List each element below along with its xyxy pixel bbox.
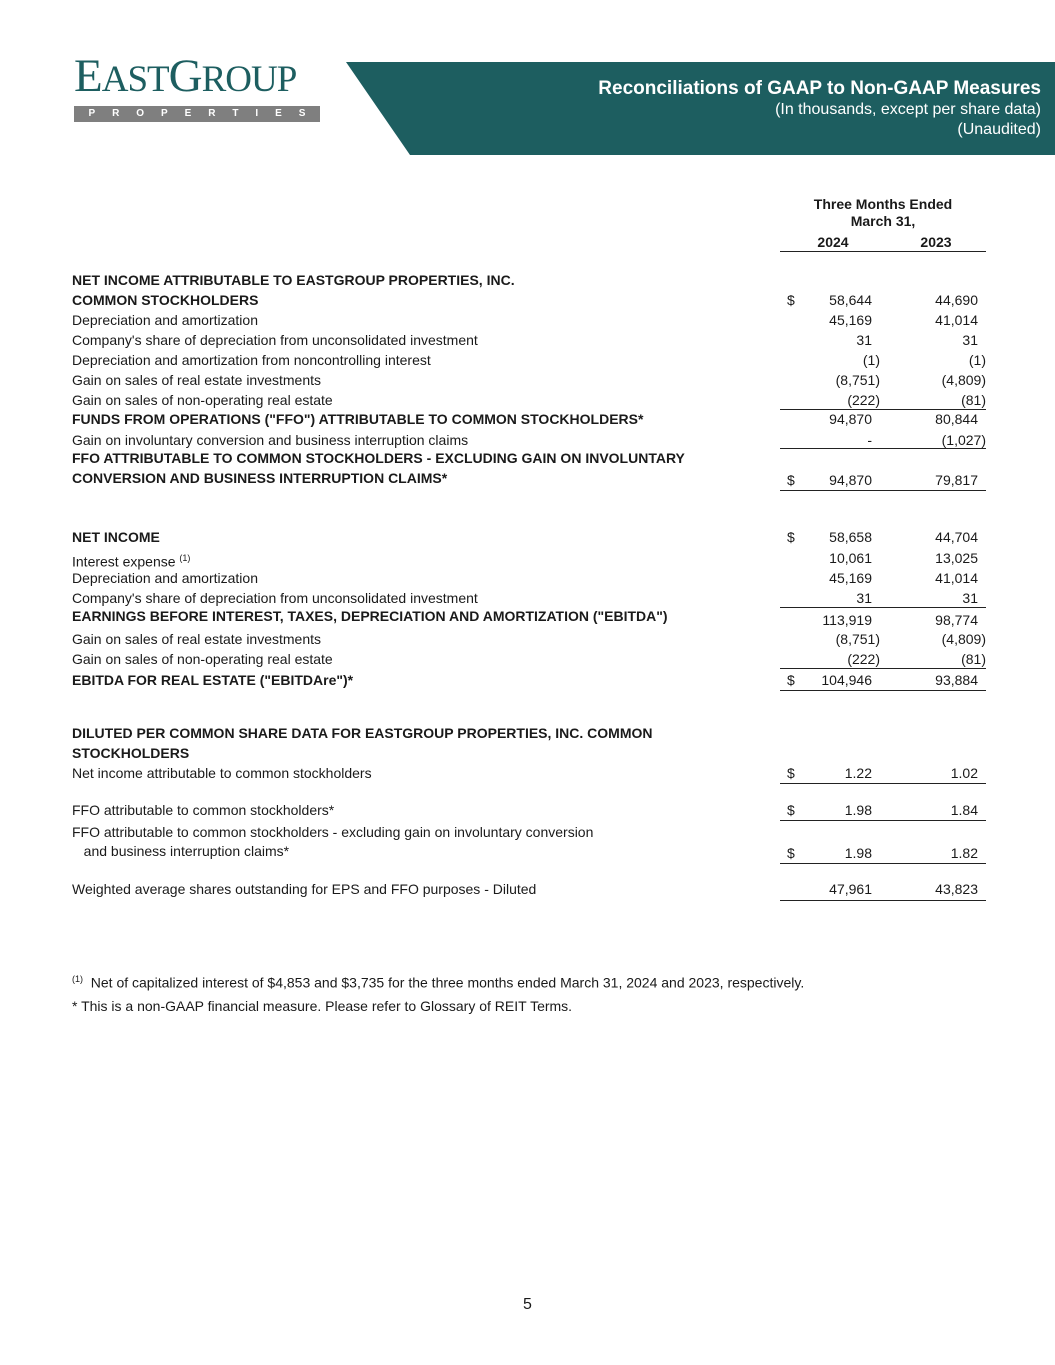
- table-row: Depreciation and amortization 45,169 41,014: [72, 312, 978, 328]
- table-row: Interest expense $^{(1)}$ 10,061 13,025: [72, 550, 978, 570]
- total-rule: [780, 490, 986, 491]
- total-rule: [780, 900, 986, 901]
- table-row: NET INCOME $ 58,658 44,704: [72, 529, 978, 545]
- page-number: 5: [523, 1296, 532, 1313]
- table-row: NET INCOME ATTRIBUTABLE TO EASTGROUP PROPERTIES, INC.: [72, 272, 515, 288]
- header-banner: [346, 62, 1055, 155]
- logo-properties-bar: P R O P E R T I E S: [74, 106, 320, 122]
- table-row: STOCKHOLDERS: [72, 745, 190, 761]
- table-row: Depreciation and amortization from noncontrolling interest (1) (1): [72, 352, 986, 368]
- page-subtitle: (In thousands, except per share data): [775, 101, 1041, 118]
- footnote-1: $^{(1)}$ Net of capitalized interest of $4,853 and $3,735 for the three months ended March 31, 2024 and 2023, respectively.: [72, 974, 805, 991]
- total-rule: [780, 690, 986, 691]
- page-title: Reconciliations of GAAP to Non-GAAP Measures: [598, 78, 1041, 99]
- table-row: Gain on sales of non-operating real estate (222) (81): [72, 392, 986, 408]
- table-row: Weighted average shares outstanding for EPS and FFO purposes - Diluted 47,961 43,823: [72, 881, 978, 897]
- year-2023-header: 2023: [920, 234, 952, 250]
- table-row: EARNINGS BEFORE INTEREST, TAXES, DEPRECIATION AND AMORTIZATION ("EBITDA") 113,919 98,774: [72, 608, 978, 628]
- table-row: FUNDS FROM OPERATIONS ("FFO") ATTRIBUTABLE TO COMMON STOCKHOLDERS* 94,870 80,844: [72, 411, 978, 427]
- table-row: Net income attributable to common stockholders $ 1.22 1.02: [72, 765, 978, 781]
- table-row: FFO ATTRIBUTABLE TO COMMON STOCKHOLDERS - EXCLUDING GAIN ON INVOLUNTARY: [72, 450, 685, 466]
- table-row: Company's share of depreciation from unconsolidated investment 31 31: [72, 332, 978, 348]
- table-row: EBITDA FOR REAL ESTATE ("EBITDAre")* $ 104,946 93,884: [72, 672, 978, 688]
- table-row: Gain on involuntary conversion and business interruption claims - (1,027): [72, 432, 986, 448]
- unaudited-note: (Unaudited): [957, 121, 1041, 138]
- table-row: FFO attributable to common stockholders* $ 1.98 1.84: [72, 802, 978, 818]
- table-row: FFO attributable to common stockholders - excluding gain on involuntary conversion: [72, 824, 594, 840]
- footnote-2: * This is a non-GAAP financial measure. Please refer to Glossary of REIT Terms.: [72, 998, 573, 1014]
- table-row: Gain on sales of real estate investments (8,751) (4,809): [72, 372, 986, 388]
- subtotal-rule: [780, 668, 986, 669]
- table-row: Gain on sales of non-operating real estate (222) (81): [72, 651, 986, 667]
- table-row: and business interruption claims* $ 1.98 1.82: [72, 843, 978, 861]
- total-rule: [780, 783, 986, 784]
- total-rule: [780, 863, 986, 864]
- period-header: Three Months Ended March 31,: [813, 196, 953, 229]
- header-rule: [780, 251, 986, 252]
- logo-wordmark: EASTGROUP: [74, 50, 297, 102]
- table-row: COMMON STOCKHOLDERS $ 58,644 44,690: [72, 292, 978, 308]
- table-row: DILUTED PER COMMON SHARE DATA FOR EASTGROUP PROPERTIES, INC. COMMON: [72, 725, 653, 741]
- year-2024-header: 2024: [817, 234, 849, 250]
- total-rule: [780, 820, 986, 821]
- table-row: Depreciation and amortization 45,169 41,014: [72, 570, 978, 586]
- table-row: Company's share of depreciation from unconsolidated investment 31 31: [72, 590, 978, 606]
- table-row: Gain on sales of real estate investments (8,751) (4,809): [72, 631, 986, 647]
- company-logo: [74, 50, 320, 122]
- table-row: CONVERSION AND BUSINESS INTERRUPTION CLAIMS* $ 94,870 79,817: [72, 470, 978, 488]
